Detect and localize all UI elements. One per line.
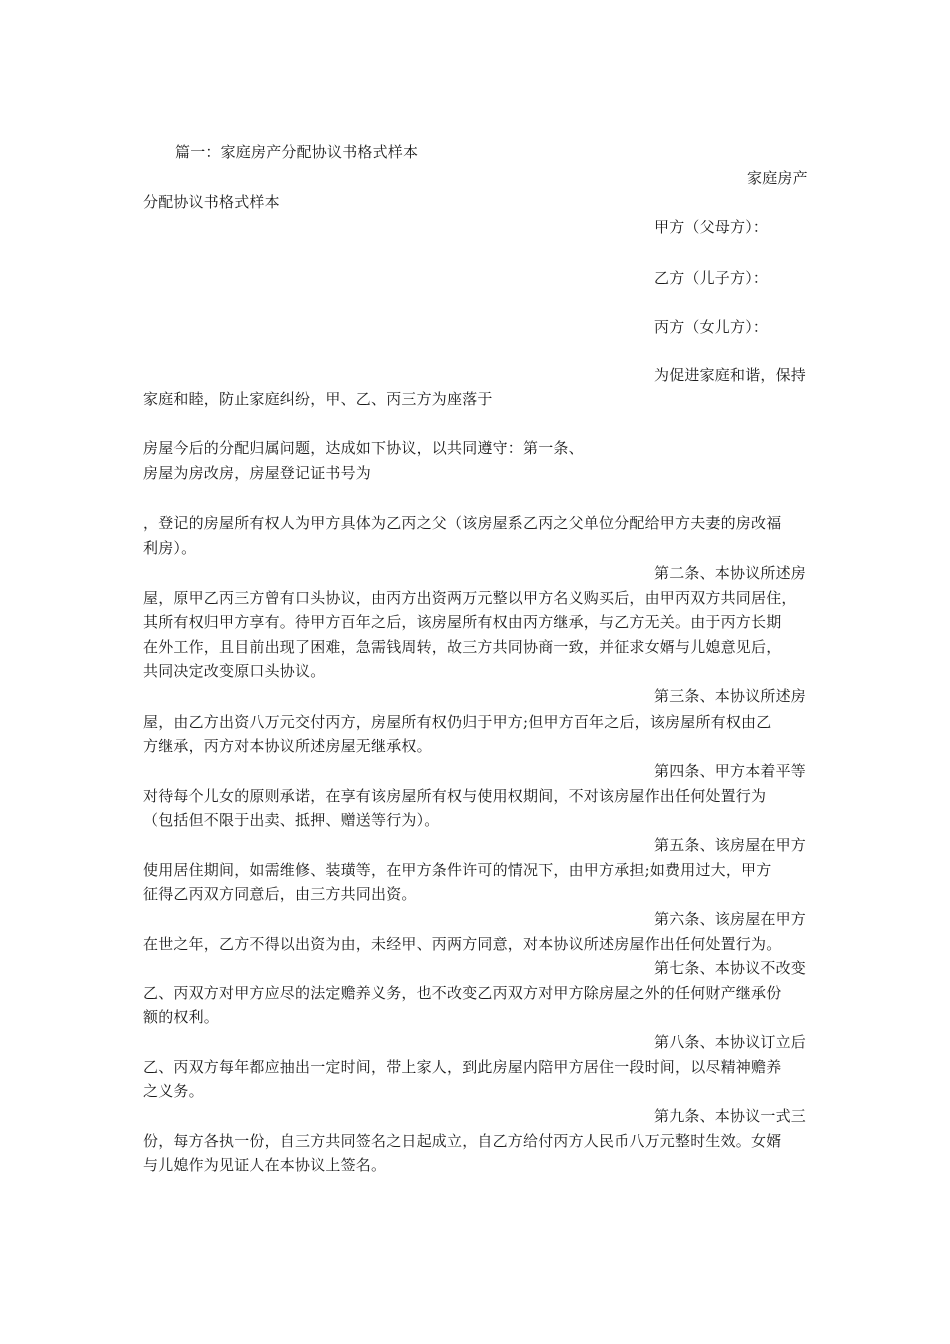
preamble-line: 房屋今后的分配归属问题，达成如下协议，以共同遵守：第一条、: [143, 439, 584, 457]
preamble-line: 为促进家庭和谐，保持: [654, 366, 807, 384]
preamble-line: ，登记的房屋所有权人为甲方具体为乙丙之父（该房屋系乙丙之父单位分配给甲方夫妻的房改福: [143, 514, 782, 532]
document-title-part1: 家庭房产: [747, 169, 808, 187]
preamble-line: 家庭和睦，防止家庭纠纷，甲、乙、丙三方为座落于: [143, 390, 493, 408]
article-9-line: 份，每方各执一份，自三方共同签名之日起成立，自乙方给付丙方人民币八万元整时生效。女婿: [143, 1132, 782, 1150]
article-2-line: 其所有权归甲方享有。待甲方百年之后，该房屋所有权由丙方继承，与乙方无关。由于丙方长期: [143, 613, 782, 631]
article-3-line: 屋，由乙方出资八万元交付丙方，房屋所有权仍归于甲方;但甲方百年之后，该房屋所有权由乙: [143, 713, 772, 731]
article-9-line: 第九条、本协议一式三: [654, 1107, 807, 1125]
article-4-line: 第四条、甲方本着平等: [654, 762, 807, 780]
document-heading: 篇一：家庭房产分配协议书格式样本: [175, 143, 419, 161]
article-8-line: 乙、丙双方每年都应抽出一定时间，带上家人，到此房屋内陪甲方居住一段时间，以尽精神赡养: [143, 1058, 782, 1076]
party-c-label: 丙方（女儿方）：: [654, 318, 769, 336]
article-5-line: 使用居住期间，如需维修、装璜等，在甲方条件许可的情况下，由甲方承担;如费用过大，甲方: [143, 861, 772, 879]
article-2-line: 共同决定改变原口头协议。: [143, 662, 326, 680]
document-title-part2: 分配协议书格式样本: [143, 193, 280, 211]
party-a-label: 甲方（父母方）：: [654, 218, 769, 236]
preamble-line: 房屋为房改房，房屋登记证书号为: [143, 464, 372, 482]
article-6-line: 第六条、该房屋在甲方: [654, 910, 807, 928]
article-3-line: 第三条、本协议所述房: [654, 687, 807, 705]
article-2-line: 在外工作，且目前出现了困难，急需钱周转，故三方共同协商一致，并征求女婿与儿媳意见后，: [143, 638, 782, 656]
article-8-line: 之义务。: [143, 1082, 204, 1100]
article-2-line: 屋，原甲乙丙三方曾有口头协议，由丙方出资两万元整以甲方名义购买后，由甲丙双方共同居住，: [143, 589, 797, 607]
article-4-line: 对待每个儿女的原则承诺，在享有该房屋所有权与使用权期间，不对该房屋作出任何处置行为: [143, 787, 767, 805]
article-5-line: 第五条、该房屋在甲方: [654, 836, 807, 854]
article-7-line: 乙、丙双方对甲方应尽的法定赡养义务，也不改变乙丙双方对甲方除房屋之外的任何财产继承份: [143, 984, 782, 1002]
article-4-line: （包括但不限于出卖、抵押、赠送等行为）。: [143, 811, 440, 829]
article-7-line: 额的权利。: [143, 1008, 220, 1026]
article-2-line: 第二条、本协议所述房: [654, 564, 807, 582]
article-7-line: 第七条、本协议不改变: [654, 959, 807, 977]
preamble-line: 利房）。: [143, 539, 197, 557]
article-3-line: 方继承，丙方对本协议所述房屋无继承权。: [143, 737, 432, 755]
party-b-label: 乙方（儿子方）：: [654, 269, 769, 287]
article-6-line: 在世之年，乙方不得以出资为由，未经甲、丙两方同意，对本协议所述房屋作出任何处置行为。: [143, 935, 782, 953]
article-5-line: 征得乙丙双方同意后，由三方共同出资。: [143, 885, 417, 903]
article-8-line: 第八条、本协议订立后: [654, 1033, 807, 1051]
article-9-line: 与儿媳作为见证人在本协议上签名。: [143, 1156, 387, 1174]
